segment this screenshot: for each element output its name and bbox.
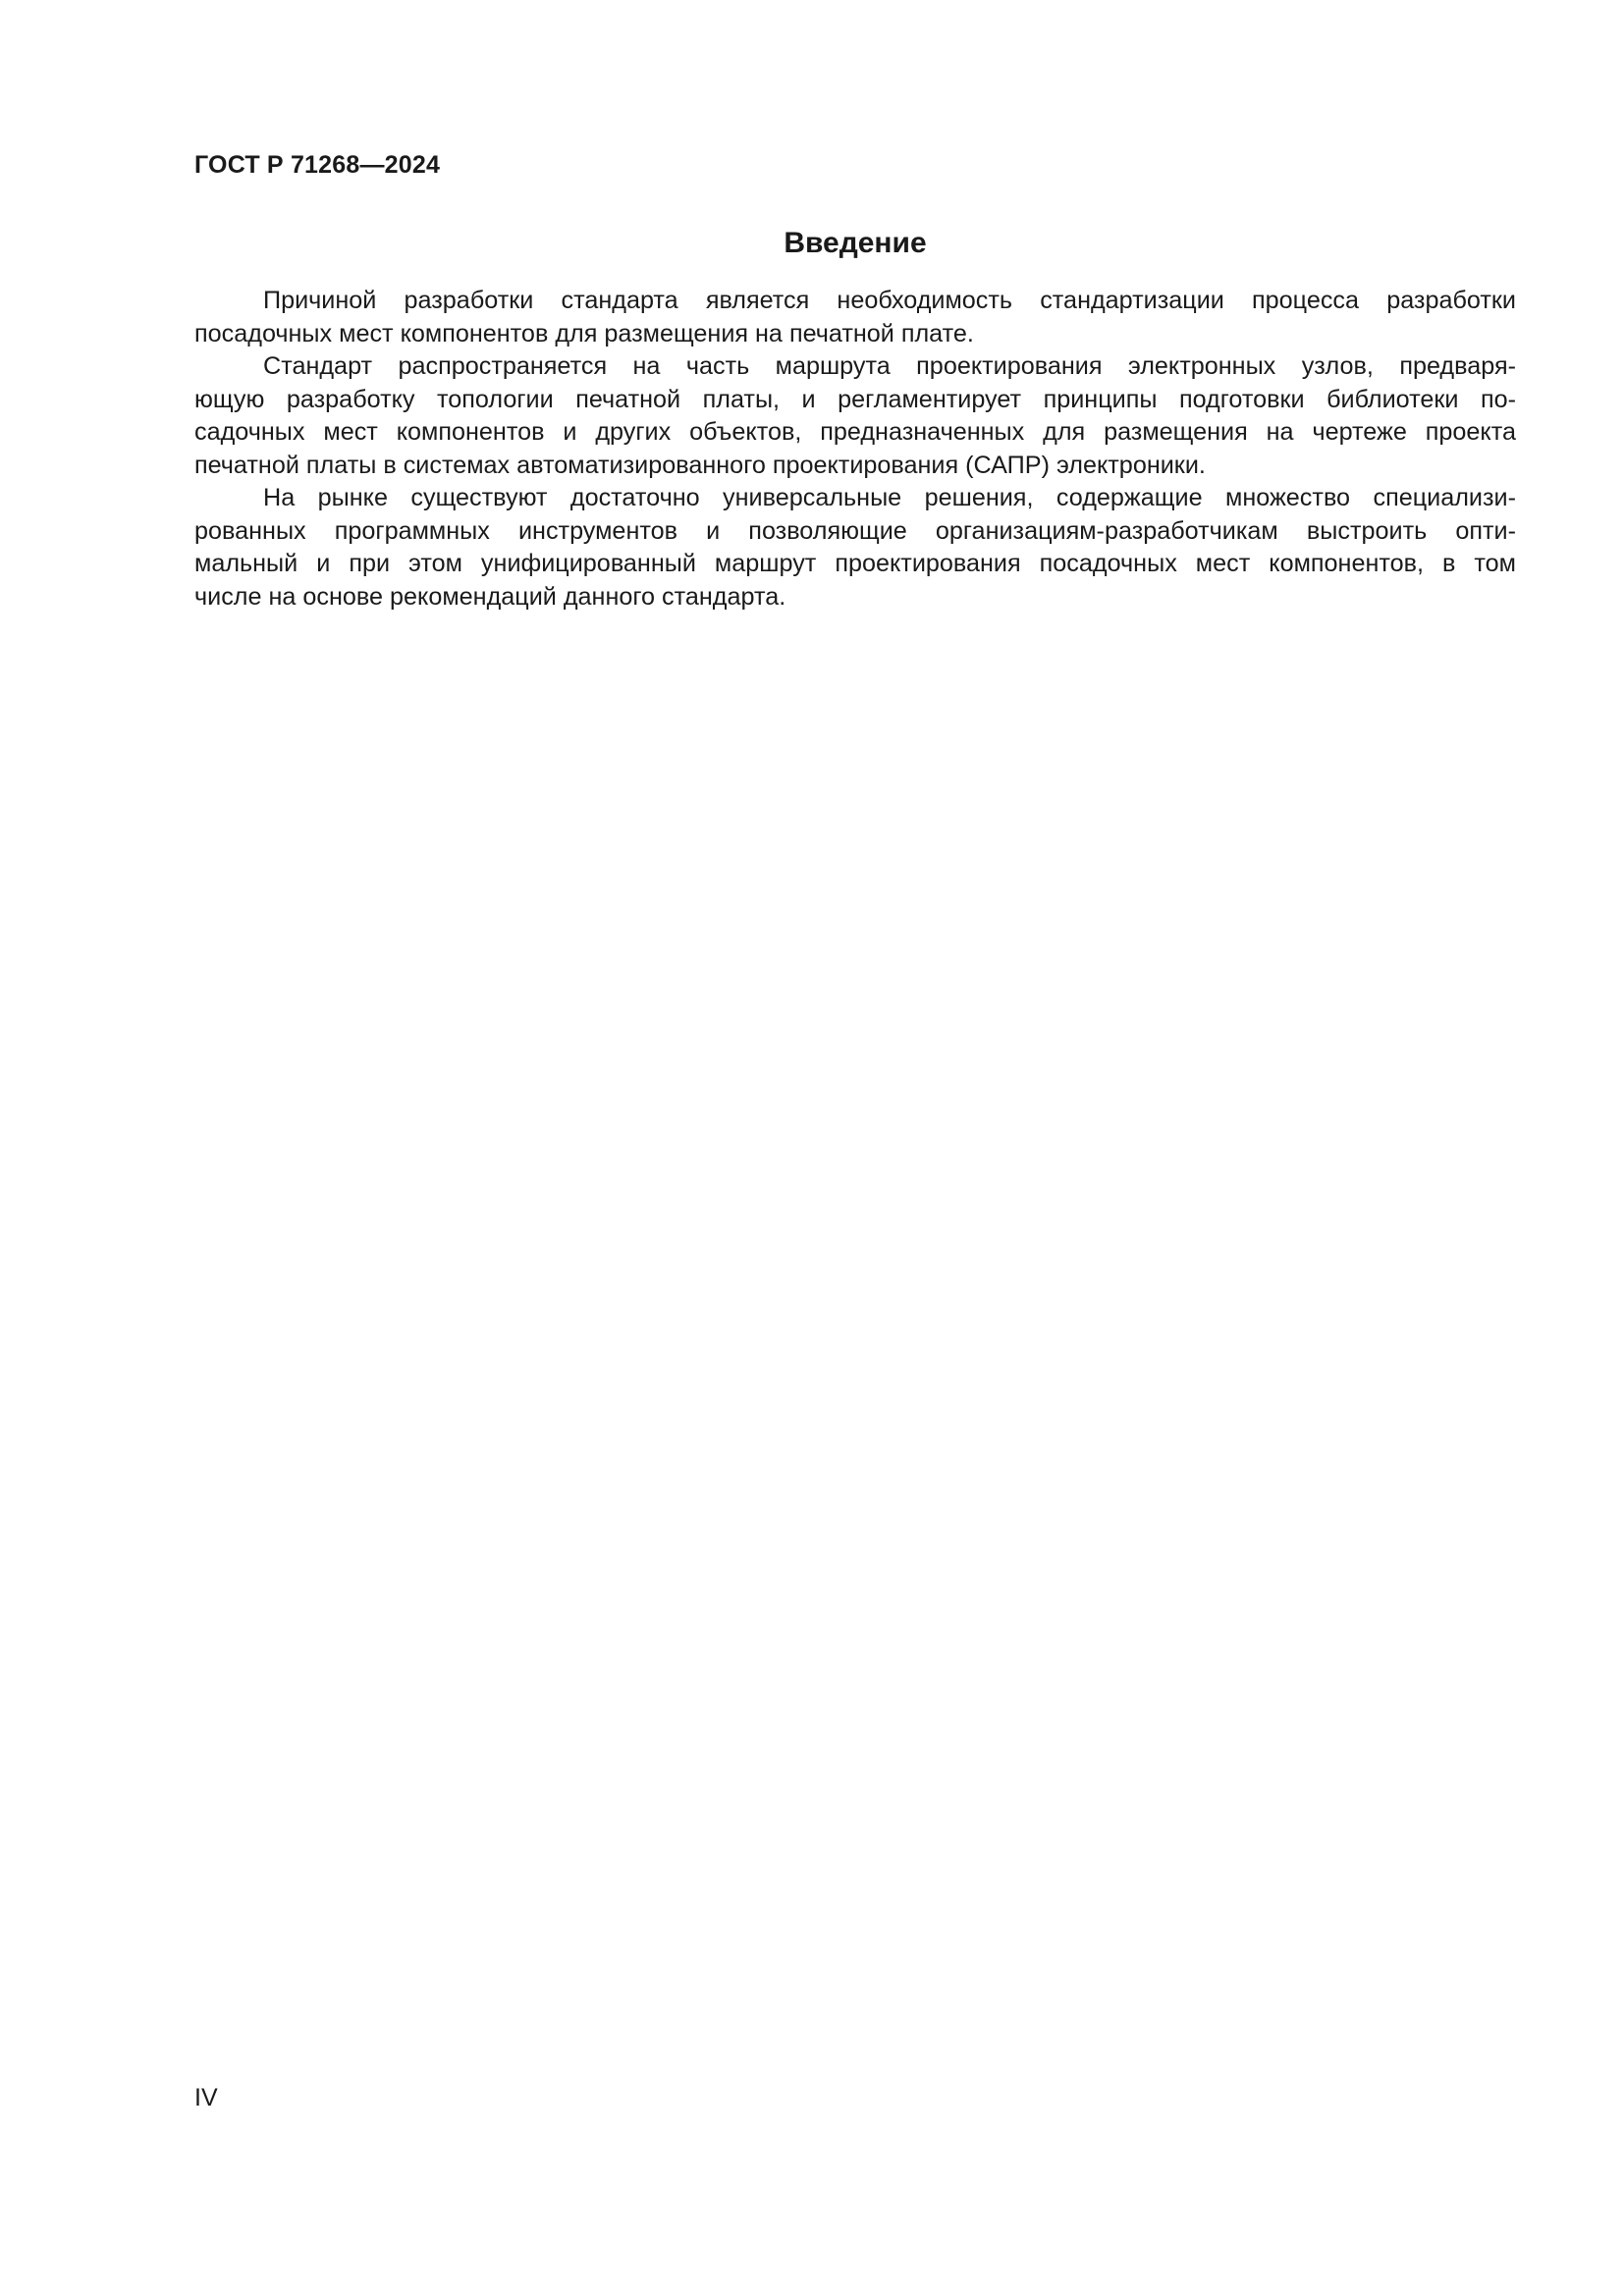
- paragraph-2: [194, 350, 1516, 482]
- paragraph-line: садочных мест компонентов и других объектов, предназначенных для размещения на чертеже проекта: [194, 418, 1516, 446]
- paragraph-line: Причиной разработки стандарта является необходимость стандартизации процесса разработки: [263, 287, 1516, 314]
- paragraph-line: печатной платы в системах автоматизированного проектирования (САПР) электроники.: [194, 451, 1206, 479]
- body-text: [194, 285, 1516, 614]
- paragraph-line: мальный и при этом унифицированный маршрут проектирования посадочных мест компонентов, в том: [194, 550, 1516, 577]
- paragraph-line: ющую разработку топологии печатной платы, и регламентирует принципы подготовки библиотеки по-: [194, 385, 1516, 413]
- paragraph-line: числе на основе рекомендаций данного стандарта.: [194, 582, 786, 611]
- document-header: ГОСТ Р 71268—2024: [194, 151, 441, 179]
- paragraph-line: На рынке существуют достаточно универсальные решения, содержащие множество специализи-: [263, 484, 1516, 511]
- paragraph-line: рованных программных инструментов и позволяющие организациям-разработчикам выстроить опти-: [194, 516, 1516, 545]
- paragraph-3: [194, 482, 1516, 614]
- paragraph-line: Стандарт распространяется на часть маршрута проектирования электронных узлов, предваря-: [263, 352, 1516, 380]
- page-number: IV: [194, 2084, 218, 2111]
- paragraph-line: посадочных мест компонентов для размещения на печатной плате.: [194, 319, 974, 347]
- paragraph-1: [194, 285, 1516, 350]
- section-title: Введение: [784, 227, 927, 259]
